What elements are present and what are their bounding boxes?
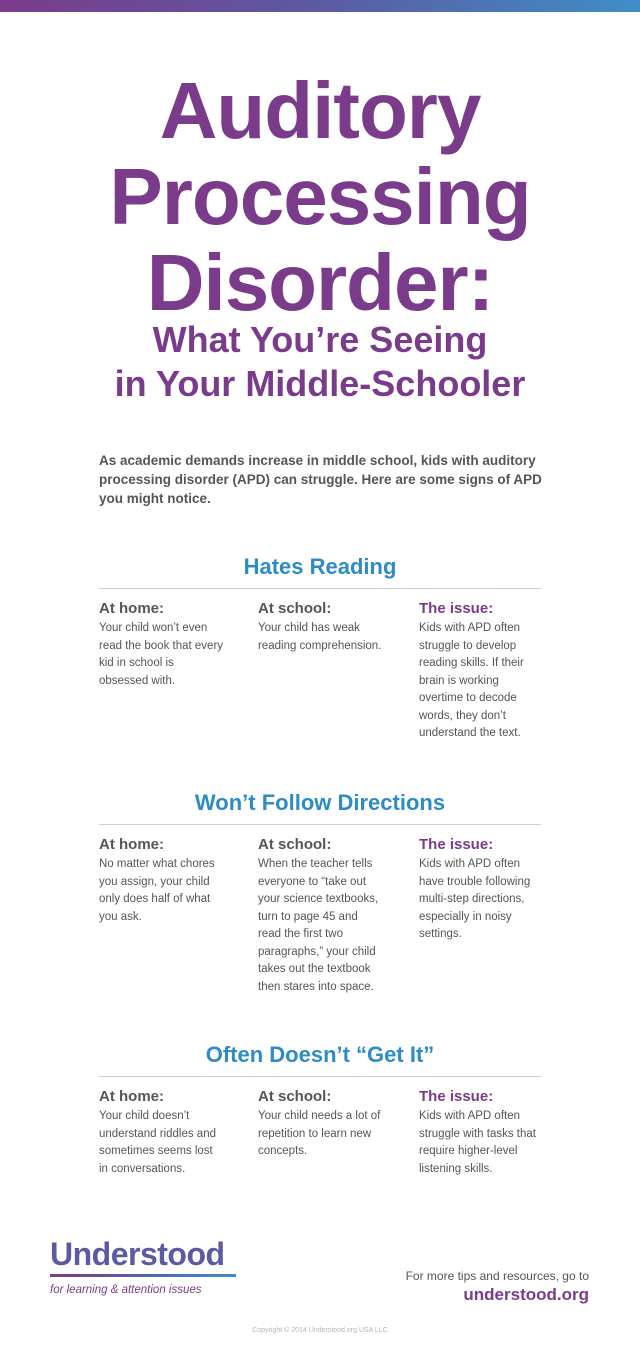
section-hates-reading [99,554,541,739]
section-divider [99,588,541,589]
logo-underline [50,1274,236,1277]
at-school-text: When the teacher tells everyone to “take out your science textbooks, turn to page 45 and read the first two paragraphs,” your child takes out the textbook then stares into space. [258,858,379,993]
at-school-column [258,835,383,996]
top-gradient-bar [0,0,640,12]
at-home-label: At home: [99,600,164,617]
at-home-text: No matter what chores you assign, your child only does half of what you ask. [99,858,215,923]
page-subtitle [0,318,640,406]
at-home-label: At home: [99,836,164,853]
section-divider [99,824,541,825]
title-line-1: Auditory [159,66,481,155]
understood-link[interactable]: understood.org [463,1285,589,1304]
section-heading: Hates Reading [243,554,397,579]
footer-cta [406,1268,589,1306]
at-school-column [258,1087,383,1161]
at-school-label: At school: [258,836,332,853]
logo-wordmark: Understood [50,1236,225,1272]
at-home-column [99,835,224,926]
section-heading: Won’t Follow Directions [194,790,446,815]
section-wont-follow-directions [99,790,541,993]
title-line-2: Processing [109,152,531,241]
at-home-column [99,599,224,690]
subtitle-line-1: What You’re Seeing [152,319,488,360]
issue-column [419,835,544,944]
at-school-text: Your child has weak reading comprehension. [258,622,382,652]
title-line-3: Disorder: [146,238,494,327]
issue-text: Kids with APD often have trouble following multi-step directions, especially in noisy settings. [419,858,531,940]
at-school-text: Your child needs a lot of repetition to learn new concepts. [258,1110,381,1157]
copyright-text: Copyright © 2014 Understood.org USA LLC [252,1327,388,1334]
at-home-column [99,1087,224,1178]
understood-logo[interactable] [50,1236,240,1296]
issue-text: Kids with APD often struggle to develop reading skills. If their brain is working overtime to decode words, they don’t understand the text. [419,622,524,739]
issue-label: The issue: [419,836,494,853]
at-school-label: At school: [258,1088,332,1105]
issue-text: Kids with APD often struggle with tasks that require higher-level listening skills. [419,1110,536,1175]
section-often-doesnt-get-it [99,1042,541,1175]
section-divider [99,1076,541,1077]
page-title [0,68,640,326]
at-home-text: Your child doesn’t understand riddles and sometimes seems lost in conversations. [99,1110,216,1175]
issue-label: The issue: [419,1088,494,1105]
section-heading: Often Doesn’t “Get It” [205,1042,435,1067]
issue-column [419,1087,544,1178]
logo-tagline: for learning & attention issues [50,1284,202,1296]
issue-column [419,599,544,743]
at-school-label: At school: [258,600,332,617]
intro-paragraph: As academic demands increase in middle school, kids with auditory processing disorder (APD) can struggle. Here are some signs of APD you might notice. [99,453,542,506]
footer-more-text: For more tips and resources, go to [405,1269,589,1283]
at-home-label: At home: [99,1088,164,1105]
at-school-column [258,599,383,655]
issue-label: The issue: [419,600,494,617]
subtitle-line-2: in Your Middle-Schooler [114,363,526,404]
at-home-text: Your child won’t even read the book that every kid in school is obsessed with. [99,622,224,687]
